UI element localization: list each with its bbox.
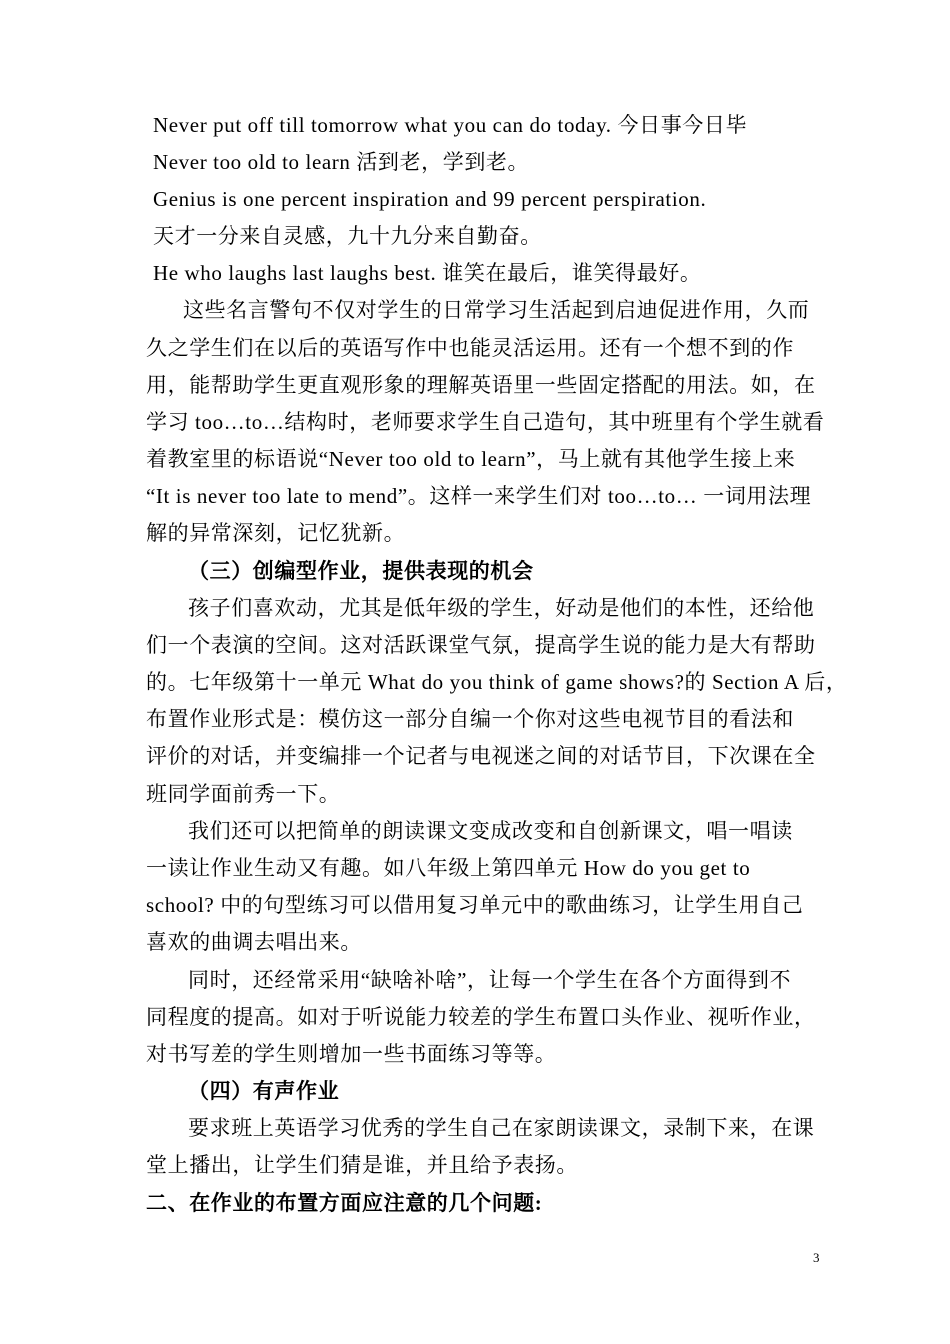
- text-line: 天才一分来自灵感，九十九分来自勤奋。: [153, 224, 542, 248]
- paragraph-line: 的。七年级第十一单元 What do you think of game shows?的 Section A 后，: [146, 670, 848, 694]
- paragraph-line: 学习 too…to…结构时，老师要求学生自己造句，其中班里有个学生就看: [146, 410, 825, 434]
- text-line: Never too old to learn 活到老，学到老。: [153, 150, 530, 174]
- paragraph-line: 这些名言警句不仅对学生的日常学习生活起到启迪促进作用，久而: [183, 298, 810, 322]
- text-line: He who laughs last laughs best. 谁笑在最后，谁笑得最好。: [153, 261, 702, 285]
- paragraph-line: 着教室里的标语说“Never too old to learn”，马上就有其他学生接上来: [146, 447, 796, 471]
- paragraph-line: 一读让作业生动又有趣。如八年级上第四单元 How do you get to: [146, 856, 751, 880]
- paragraph-line: 喜欢的曲调去唱出来。: [146, 930, 362, 954]
- section-heading: （三）创编型作业，提供表现的机会: [188, 559, 534, 583]
- text-line: Never put off till tomorrow what you can do today. 今日事今日毕: [153, 113, 748, 137]
- paragraph-line: 堂上播出，让学生们猜是谁，并且给予表扬。: [146, 1153, 578, 1177]
- paragraph-line: “It is never too late to mend”。这样一来学生们对 too…to… 一词用法理: [146, 484, 812, 508]
- paragraph-line: 久之学生们在以后的英语写作中也能灵活运用。还有一个想不到的作: [146, 336, 794, 360]
- paragraph-line: 用，能帮助学生更直观形象的理解英语里一些固定搭配的用法。如，在: [146, 373, 816, 397]
- paragraph-line: 解的异常深刻，记忆犹新。: [146, 521, 406, 545]
- paragraph-line: 孩子们喜欢动，尤其是低年级的学生，好动是他们的本性，还给他: [188, 596, 815, 620]
- chapter-heading: 二、在作业的布置方面应注意的几个问题:: [146, 1191, 543, 1215]
- paragraph-line: 布置作业形式是：模仿这一部分自编一个你对这些电视节目的看法和: [146, 707, 794, 731]
- paragraph-line: 同程度的提高。如对于听说能力较差的学生布置口头作业、视听作业，: [146, 1005, 816, 1029]
- paragraph-line: 我们还可以把简单的朗读课文变成改变和自创新课文，唱一唱读: [188, 819, 793, 843]
- paragraph-line: school? 中的句型练习可以借用复习单元中的歌曲练习，让学生用自己: [146, 893, 804, 917]
- paragraph-line: 要求班上英语学习优秀的学生自己在家朗读课文，录制下来，在课: [188, 1116, 815, 1140]
- paragraph-line: 们一个表演的空间。这对活跃课堂气氛，提高学生说的能力是大有帮助: [146, 633, 816, 657]
- page-number: 3: [813, 1250, 820, 1265]
- paragraph-line: 班同学面前秀一下。: [146, 782, 341, 806]
- section-heading: （四）有声作业: [188, 1079, 340, 1103]
- paragraph-line: 同时，还经常采用“缺啥补啥”，让每一个学生在各个方面得到不: [188, 968, 792, 992]
- text-line: Genius is one percent inspiration and 99 percent perspiration.: [153, 187, 707, 211]
- paragraph-line: 对书写差的学生则增加一些书面练习等等。: [146, 1042, 557, 1066]
- paragraph-line: 评价的对话，并变编排一个记者与电视迷之间的对话节目，下次课在全: [146, 744, 816, 768]
